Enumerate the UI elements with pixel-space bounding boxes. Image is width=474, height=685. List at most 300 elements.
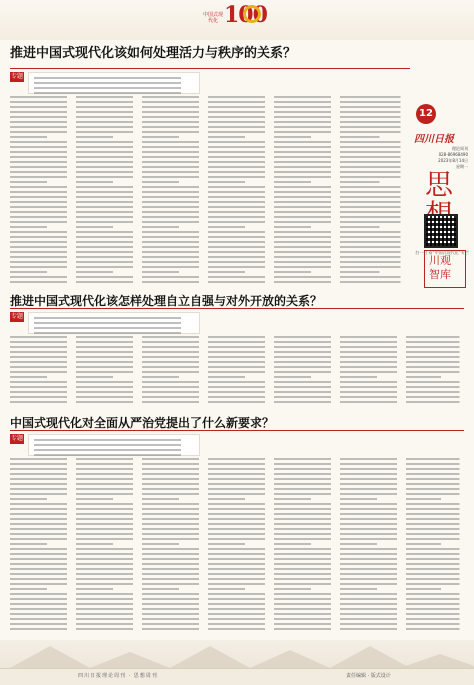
text-line <box>142 533 204 535</box>
text-line <box>76 498 138 500</box>
text-line <box>142 483 204 485</box>
text-line <box>142 603 204 605</box>
article-column <box>208 96 270 286</box>
text-line <box>208 346 270 348</box>
text-line <box>274 463 336 465</box>
text-line <box>76 256 138 258</box>
text-line <box>406 523 464 525</box>
text-line <box>274 141 336 143</box>
text-line <box>76 356 138 358</box>
text-line <box>142 458 204 460</box>
text-line <box>274 336 336 338</box>
text-line <box>208 528 270 530</box>
text-line <box>10 366 72 368</box>
text-line <box>406 588 464 590</box>
text-line <box>208 261 270 263</box>
text-line <box>10 391 72 393</box>
text-line <box>142 628 204 630</box>
text-line <box>10 226 72 228</box>
text-line <box>76 463 138 465</box>
text-line <box>10 623 72 625</box>
text-line <box>142 216 204 218</box>
text-line <box>142 221 204 223</box>
text-line <box>142 478 204 480</box>
text-line <box>34 92 194 94</box>
text-line <box>340 201 406 203</box>
text-line <box>10 141 72 143</box>
text-line <box>10 196 72 198</box>
text-line <box>76 518 138 520</box>
text-line <box>76 261 138 263</box>
text-line <box>10 533 72 535</box>
mountain-icon <box>250 650 330 668</box>
text-line <box>10 96 72 98</box>
text-line <box>274 381 336 383</box>
text-line <box>340 468 402 470</box>
text-line <box>406 598 464 600</box>
text-line <box>208 371 270 373</box>
article-column <box>208 458 270 634</box>
text-line <box>76 241 138 243</box>
text-line <box>208 281 270 283</box>
text-line <box>76 396 138 398</box>
text-line <box>76 386 138 388</box>
text-line <box>10 191 72 193</box>
text-line <box>208 478 270 480</box>
text-line <box>10 588 72 590</box>
text-line <box>142 523 204 525</box>
text-line <box>340 216 406 218</box>
text-line <box>142 251 204 253</box>
text-line <box>10 558 72 560</box>
text-line <box>340 241 406 243</box>
text-line <box>274 281 336 283</box>
text-line <box>10 458 72 460</box>
text-line <box>340 386 402 388</box>
footer-credits: 责任编辑 · 版式设计 <box>346 673 391 679</box>
text-line <box>340 186 406 188</box>
text-line <box>10 513 72 515</box>
text-line <box>208 186 270 188</box>
text-line <box>274 246 336 248</box>
text-line <box>208 598 270 600</box>
text-line <box>274 261 336 263</box>
text-line <box>208 136 270 138</box>
article-column <box>142 336 204 408</box>
text-line <box>76 126 138 128</box>
text-line <box>76 523 138 525</box>
text-line <box>274 251 336 253</box>
text-line <box>142 206 204 208</box>
text-line <box>76 161 138 163</box>
text-line <box>274 216 336 218</box>
text-line <box>34 439 194 441</box>
text-line <box>142 583 204 585</box>
text-line <box>10 468 72 470</box>
text-line <box>142 136 204 138</box>
text-line <box>406 568 464 570</box>
text-line <box>10 176 72 178</box>
text-line <box>76 553 138 555</box>
text-line <box>274 396 336 398</box>
text-line <box>142 493 204 495</box>
text-line <box>274 106 336 108</box>
text-line <box>10 528 72 530</box>
text-line <box>142 336 204 338</box>
lead-box <box>28 72 200 94</box>
text-line <box>406 533 464 535</box>
text-line <box>142 618 204 620</box>
text-line <box>208 271 270 273</box>
text-line <box>274 136 336 138</box>
text-line <box>142 186 204 188</box>
text-line <box>274 276 336 278</box>
text-line <box>208 276 270 278</box>
text-line <box>406 401 464 403</box>
text-line <box>76 488 138 490</box>
text-line <box>10 171 72 173</box>
text-line <box>274 458 336 460</box>
text-line <box>406 458 464 460</box>
article-column <box>142 96 204 286</box>
text-line <box>208 618 270 620</box>
text-line <box>142 156 204 158</box>
text-line <box>10 603 72 605</box>
article-column <box>406 336 464 408</box>
text-line <box>10 351 72 353</box>
text-line <box>274 628 336 630</box>
article-column <box>10 96 72 286</box>
text-line <box>10 543 72 545</box>
text-line <box>274 568 336 570</box>
lead-text <box>29 435 199 455</box>
text-line <box>208 396 270 398</box>
text-line <box>142 176 204 178</box>
text-line <box>208 356 270 358</box>
text-line <box>208 221 270 223</box>
text-line <box>142 246 204 248</box>
text-line <box>208 341 270 343</box>
text-line <box>76 593 138 595</box>
text-line <box>10 101 72 103</box>
text-line <box>406 351 464 353</box>
text-line <box>142 623 204 625</box>
text-line <box>208 578 270 580</box>
text-line <box>76 401 138 403</box>
text-line <box>76 578 138 580</box>
text-line <box>274 101 336 103</box>
text-line <box>10 181 72 183</box>
text-line <box>208 588 270 590</box>
mountain-icon <box>10 646 90 668</box>
text-line <box>274 186 336 188</box>
text-line <box>142 281 204 283</box>
text-line <box>406 381 464 383</box>
qr-caption: 扫一扫 看“中国式现代化”专栏 <box>415 250 469 255</box>
text-line <box>340 548 402 550</box>
text-line <box>76 201 138 203</box>
text-line <box>142 366 204 368</box>
text-line <box>406 336 464 338</box>
text-line <box>34 317 194 319</box>
text-line <box>142 563 204 565</box>
text-line <box>142 401 204 403</box>
text-line <box>208 131 270 133</box>
text-line <box>76 548 138 550</box>
text-line <box>10 136 72 138</box>
text-line <box>406 346 464 348</box>
text-line <box>76 106 138 108</box>
text-line <box>208 613 270 615</box>
text-line <box>208 151 270 153</box>
text-line <box>10 151 72 153</box>
text-line <box>208 171 270 173</box>
text-line <box>340 628 402 630</box>
text-line <box>76 206 138 208</box>
text-line <box>208 216 270 218</box>
text-line <box>208 366 270 368</box>
text-line <box>142 376 204 378</box>
text-line <box>274 386 336 388</box>
article-title[interactable]: 中国式现代化对全面从严治党提出了什么新要求？ <box>10 416 275 430</box>
text-line <box>208 573 270 575</box>
info-line: 028-86968490 <box>438 152 468 157</box>
text-line <box>10 251 72 253</box>
text-line <box>142 568 204 570</box>
text-line <box>76 623 138 625</box>
text-line <box>274 618 336 620</box>
badge-ring-icon <box>243 5 261 23</box>
text-line <box>406 463 464 465</box>
text-line <box>76 216 138 218</box>
text-line <box>274 498 336 500</box>
text-line <box>76 628 138 630</box>
text-line <box>274 538 336 540</box>
text-line <box>10 361 72 363</box>
issue-info <box>408 146 468 170</box>
text-line <box>76 336 138 338</box>
text-line <box>340 261 406 263</box>
text-line <box>76 181 138 183</box>
article-title[interactable]: 推进中国式现代化该如何处理活力与秩序的关系？ <box>10 46 297 61</box>
text-line <box>34 327 194 329</box>
text-line <box>340 478 402 480</box>
text-line <box>76 573 138 575</box>
text-line <box>274 181 336 183</box>
text-line <box>76 186 138 188</box>
text-line <box>142 558 204 560</box>
text-line <box>340 618 402 620</box>
text-line <box>76 226 138 228</box>
text-line <box>142 226 204 228</box>
text-line <box>10 256 72 258</box>
text-line <box>406 493 464 495</box>
text-line <box>274 166 336 168</box>
text-line <box>208 336 270 338</box>
text-line <box>208 121 270 123</box>
text-line <box>10 568 72 570</box>
text-line <box>340 361 402 363</box>
text-line <box>142 508 204 510</box>
text-line <box>142 498 204 500</box>
text-line <box>76 116 138 118</box>
text-line <box>274 161 336 163</box>
text-line <box>208 563 270 565</box>
text-line <box>10 376 72 378</box>
mountain-icon <box>400 654 474 668</box>
info-line: 星期一 <box>456 164 468 169</box>
text-line <box>142 553 204 555</box>
text-line <box>340 351 402 353</box>
text-line <box>274 371 336 373</box>
text-line <box>340 206 406 208</box>
text-line <box>10 126 72 128</box>
section-name: 思 <box>424 168 455 201</box>
text-line <box>76 543 138 545</box>
text-line <box>10 493 72 495</box>
text-line <box>10 593 72 595</box>
text-line <box>76 166 138 168</box>
text-line <box>340 126 406 128</box>
text-line <box>76 121 138 123</box>
text-line <box>34 454 194 456</box>
text-line <box>76 603 138 605</box>
text-line <box>340 226 406 228</box>
text-line <box>340 96 406 98</box>
text-line <box>208 96 270 98</box>
text-line <box>10 356 72 358</box>
text-line <box>10 548 72 550</box>
text-line <box>340 578 402 580</box>
text-line <box>76 281 138 283</box>
text-line <box>208 191 270 193</box>
text-line <box>406 366 464 368</box>
text-line <box>208 463 270 465</box>
text-line <box>274 401 336 403</box>
qr-code-icon[interactable] <box>424 214 458 248</box>
text-line <box>340 371 402 373</box>
article-column <box>340 458 402 634</box>
article-column <box>10 336 72 408</box>
text-line <box>274 176 336 178</box>
text-line <box>406 543 464 545</box>
text-line <box>274 518 336 520</box>
text-line <box>274 548 336 550</box>
text-line <box>340 246 406 248</box>
text-line <box>274 623 336 625</box>
text-line <box>274 608 336 610</box>
text-line <box>208 508 270 510</box>
text-line <box>274 553 336 555</box>
text-line <box>208 468 270 470</box>
text-line <box>340 136 406 138</box>
text-line <box>76 528 138 530</box>
text-line <box>142 528 204 530</box>
text-line <box>208 568 270 570</box>
text-line <box>142 346 204 348</box>
text-line <box>76 478 138 480</box>
mountain-icon <box>330 646 410 668</box>
text-line <box>76 171 138 173</box>
text-line <box>208 458 270 460</box>
text-line <box>406 503 464 505</box>
text-line <box>340 266 406 268</box>
text-line <box>274 366 336 368</box>
text-line <box>340 483 402 485</box>
text-line <box>76 221 138 223</box>
text-line <box>208 498 270 500</box>
text-line <box>208 266 270 268</box>
text-line <box>340 528 402 530</box>
text-line <box>142 146 204 148</box>
text-line <box>10 346 72 348</box>
text-line <box>340 121 406 123</box>
article-column <box>274 458 336 634</box>
text-line <box>10 106 72 108</box>
text-line <box>10 598 72 600</box>
text-line <box>76 371 138 373</box>
text-line <box>340 156 406 158</box>
text-line <box>274 593 336 595</box>
text-line <box>340 281 406 283</box>
text-line <box>274 151 336 153</box>
text-line <box>76 513 138 515</box>
text-line <box>76 598 138 600</box>
text-line <box>274 221 336 223</box>
lead-text <box>29 313 199 333</box>
text-line <box>406 396 464 398</box>
text-line <box>76 583 138 585</box>
text-line <box>340 568 402 570</box>
text-line <box>274 96 336 98</box>
text-line <box>142 271 204 273</box>
text-line <box>142 548 204 550</box>
text-line <box>406 593 464 595</box>
text-line <box>340 488 402 490</box>
text-line <box>142 391 204 393</box>
text-line <box>76 483 138 485</box>
text-line <box>208 483 270 485</box>
text-line <box>142 256 204 258</box>
text-line <box>142 276 204 278</box>
text-line <box>76 231 138 233</box>
text-line <box>142 201 204 203</box>
text-line <box>208 181 270 183</box>
text-line <box>142 106 204 108</box>
text-line <box>142 196 204 198</box>
text-line <box>76 533 138 535</box>
article-column <box>142 458 204 634</box>
text-line <box>274 468 336 470</box>
text-line <box>208 231 270 233</box>
text-line <box>340 346 402 348</box>
text-line <box>274 201 336 203</box>
article-title[interactable]: 推进中国式现代化该怎样处理自立自强与对外开放的关系？ <box>10 294 323 308</box>
text-line <box>406 356 464 358</box>
text-line <box>340 523 402 525</box>
text-line <box>274 116 336 118</box>
lead-text <box>29 73 199 93</box>
text-line <box>274 351 336 353</box>
text-line <box>142 396 204 398</box>
text-line <box>10 608 72 610</box>
footer-text: 四川日报理论周刊 · 思想周刊 <box>78 673 158 679</box>
text-line <box>142 131 204 133</box>
text-line <box>208 553 270 555</box>
text-line <box>340 336 402 338</box>
text-line <box>406 613 464 615</box>
text-line <box>274 231 336 233</box>
